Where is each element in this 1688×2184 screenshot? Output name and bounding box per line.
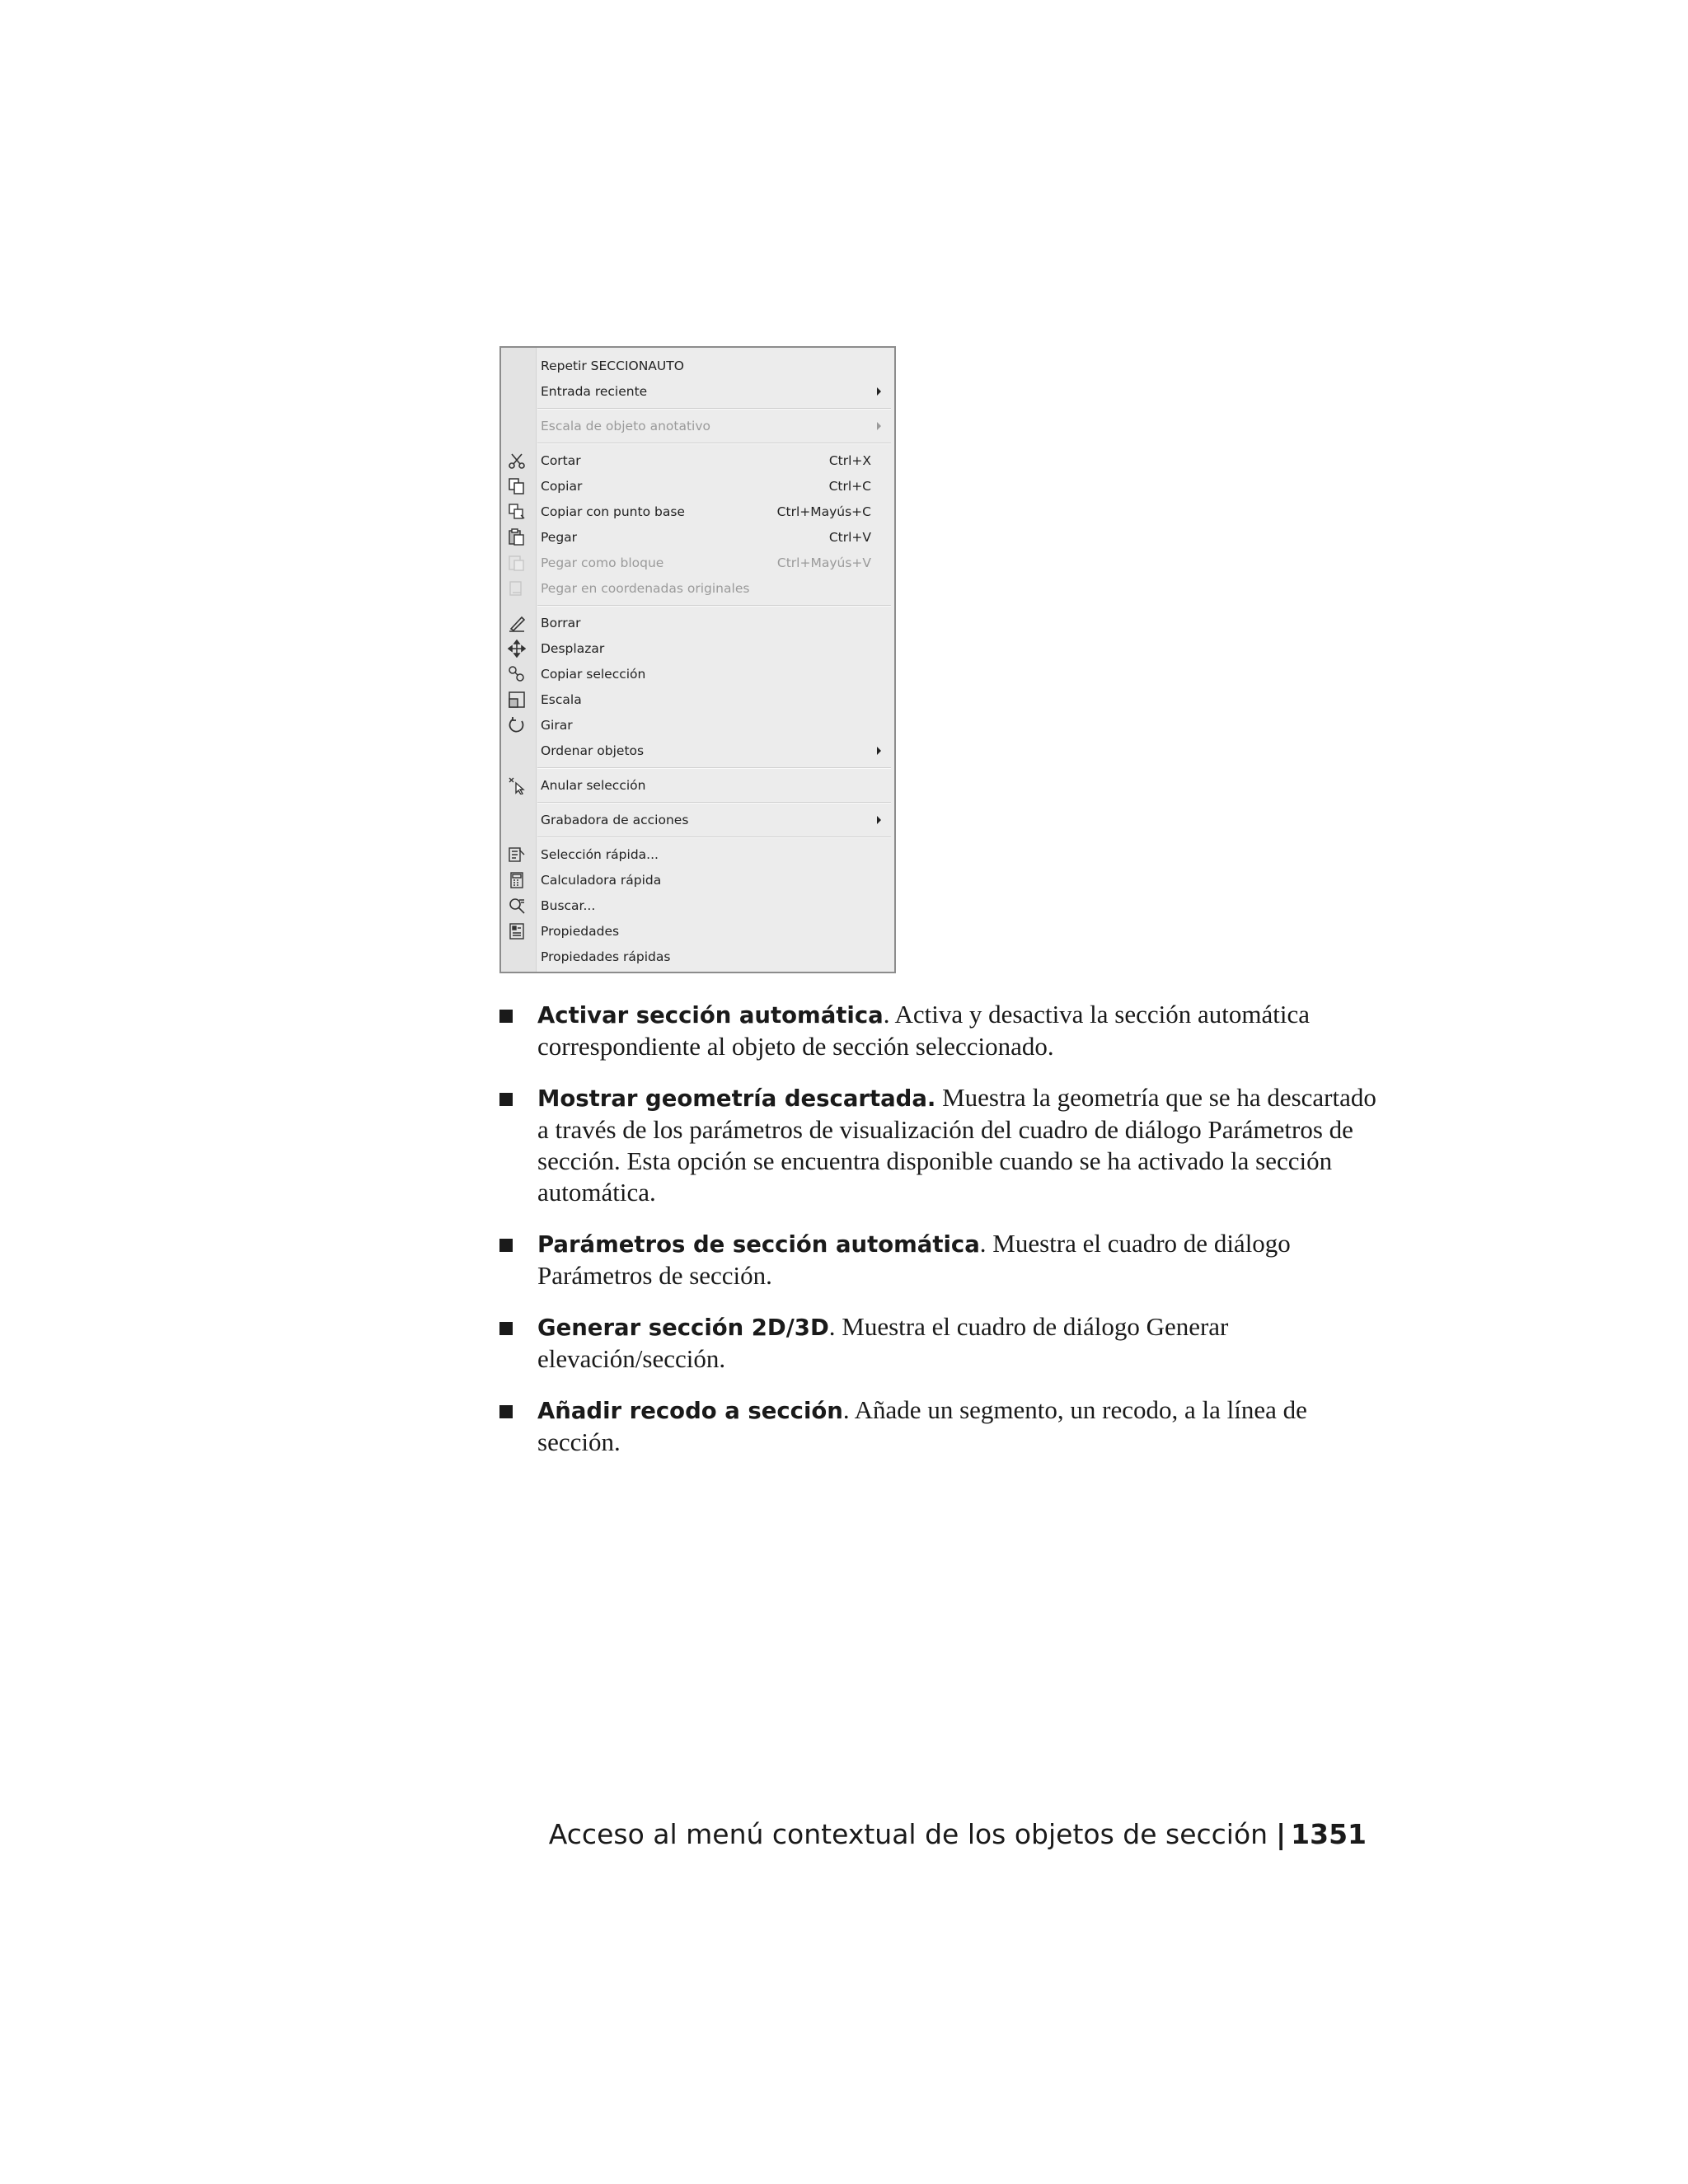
menu-item[interactable] bbox=[501, 807, 894, 832]
menu-item-label: Pegar como bloque bbox=[541, 555, 664, 570]
menu-item[interactable] bbox=[501, 524, 894, 550]
menu-item[interactable] bbox=[501, 610, 894, 635]
menu-item bbox=[501, 575, 894, 601]
menu-item bbox=[501, 550, 894, 575]
context-menu bbox=[499, 346, 896, 973]
bullet-square-icon bbox=[499, 1405, 513, 1418]
menu-item-label: Grabadora de acciones bbox=[541, 812, 689, 827]
menu-item-label: Copiar bbox=[541, 478, 583, 494]
find-icon bbox=[508, 897, 526, 915]
menu-item-shortcut: Ctrl+C bbox=[828, 478, 871, 494]
bullet-text: . Muestra el cuadro de diálogo Parámetros de sección. bbox=[537, 1229, 1291, 1290]
move-icon bbox=[508, 640, 526, 658]
menu-item-label: Desplazar bbox=[541, 640, 605, 656]
menu-item-label: Escala bbox=[541, 691, 582, 707]
bullet-text: Muestra la geometría que se ha descartado a través de los parámetros de visualización del cuadro de diálogo Parámetros de sección. Esta opción se encuentra disponible cuando se ha activado la sección automática. bbox=[537, 1083, 1376, 1207]
menu-separator bbox=[501, 832, 894, 841]
page-number: 1351 bbox=[1291, 1818, 1367, 1850]
menu-item[interactable] bbox=[501, 944, 894, 969]
menu-item[interactable] bbox=[501, 687, 894, 712]
copy-selection-icon bbox=[508, 665, 526, 683]
menu-item[interactable] bbox=[501, 661, 894, 687]
bullet-item bbox=[498, 1311, 1388, 1375]
paste-block-icon bbox=[508, 554, 526, 572]
menu-item[interactable] bbox=[501, 378, 894, 404]
menu-item[interactable] bbox=[501, 473, 894, 499]
menu-item[interactable] bbox=[501, 772, 894, 798]
bullet-item bbox=[498, 1082, 1388, 1208]
paste-original-coords-icon bbox=[508, 579, 526, 598]
deselect-icon bbox=[508, 776, 526, 794]
bullet-item bbox=[498, 999, 1388, 1062]
menu-item-label: Copiar selección bbox=[541, 666, 646, 682]
copy-icon bbox=[508, 477, 526, 495]
bullet-text: . Muestra el cuadro de diálogo Generar elevación/sección. bbox=[537, 1312, 1229, 1373]
bullet-term: Añadir recodo a sección bbox=[537, 1398, 843, 1424]
menu-item[interactable] bbox=[501, 635, 894, 661]
menu-item-label: Buscar... bbox=[541, 898, 596, 913]
menu-item bbox=[501, 413, 894, 438]
menu-item-label: Ordenar objetos bbox=[541, 743, 645, 758]
bullet-text: . Activa y desactiva la sección automática correspondiente al objeto de sección seleccionado. bbox=[537, 1000, 1310, 1061]
bullet-text: . Añade un segmento, un recodo, a la línea de sección. bbox=[537, 1395, 1307, 1456]
submenu-arrow-icon bbox=[877, 816, 881, 824]
bullet-item bbox=[498, 1394, 1388, 1458]
submenu-arrow-icon bbox=[877, 747, 881, 755]
bullet-list bbox=[498, 999, 1388, 1478]
menu-separator bbox=[501, 601, 894, 610]
menu-items bbox=[501, 353, 894, 969]
submenu-arrow-icon bbox=[877, 387, 881, 396]
menu-separator bbox=[501, 438, 894, 448]
menu-item[interactable] bbox=[501, 448, 894, 473]
menu-item[interactable] bbox=[501, 918, 894, 944]
menu-item-label: Selección rápida... bbox=[541, 846, 659, 862]
bullet-term: Parámetros de sección automática bbox=[537, 1231, 980, 1258]
bullet-square-icon bbox=[499, 1010, 513, 1023]
menu-item-label: Cortar bbox=[541, 452, 581, 468]
menu-item[interactable] bbox=[501, 353, 894, 378]
rotate-icon bbox=[508, 716, 526, 734]
footer-separator: | bbox=[1276, 1818, 1287, 1850]
menu-item[interactable] bbox=[501, 893, 894, 918]
menu-item-label: Borrar bbox=[541, 615, 581, 630]
quick-select-icon bbox=[508, 846, 526, 864]
properties-icon bbox=[508, 922, 526, 940]
menu-item-label: Propiedades bbox=[541, 923, 620, 939]
menu-item-label: Escala de objeto anotativo bbox=[541, 418, 710, 434]
menu-item-shortcut: Ctrl+Mayús+V bbox=[776, 555, 871, 570]
menu-item-shortcut: Ctrl+Mayús+C bbox=[776, 504, 871, 519]
menu-item[interactable] bbox=[501, 867, 894, 893]
menu-separator bbox=[501, 798, 894, 807]
menu-item-label: Pegar en coordenadas originales bbox=[541, 580, 750, 596]
paste-icon bbox=[508, 528, 526, 546]
bullet-item bbox=[498, 1228, 1388, 1291]
page-footer bbox=[549, 1818, 1367, 1850]
menu-item-label: Entrada reciente bbox=[541, 383, 648, 399]
footer-title: Acceso al menú contextual de los objetos de sección bbox=[548, 1818, 1268, 1850]
eraser-icon bbox=[508, 614, 526, 632]
bullet-square-icon bbox=[499, 1322, 513, 1335]
menu-item-shortcut: Ctrl+X bbox=[828, 452, 871, 468]
menu-item-shortcut: Ctrl+V bbox=[828, 529, 871, 545]
calculator-icon bbox=[508, 871, 526, 889]
menu-item[interactable] bbox=[501, 841, 894, 867]
menu-item-label: Anular selección bbox=[541, 777, 646, 793]
menu-separator bbox=[501, 404, 894, 413]
scale-icon bbox=[508, 691, 526, 709]
submenu-arrow-icon bbox=[877, 422, 881, 430]
bullet-square-icon bbox=[499, 1093, 513, 1106]
menu-item[interactable] bbox=[501, 499, 894, 524]
menu-item-label: Copiar con punto base bbox=[541, 504, 685, 519]
menu-item-label: Girar bbox=[541, 717, 573, 733]
menu-item-label: Calculadora rápida bbox=[541, 872, 662, 888]
bullet-square-icon bbox=[499, 1239, 513, 1252]
bullet-term: Activar sección automática bbox=[537, 1002, 884, 1029]
menu-item-label: Propiedades rápidas bbox=[541, 949, 671, 964]
bullet-term: Generar sección 2D/3D bbox=[537, 1315, 829, 1341]
menu-item-label: Repetir SECCIONAUTO bbox=[541, 358, 684, 373]
menu-item-label: Pegar bbox=[541, 529, 578, 545]
menu-separator bbox=[501, 763, 894, 772]
menu-item[interactable] bbox=[501, 712, 894, 738]
copy-base-point-icon bbox=[508, 503, 526, 521]
menu-item[interactable] bbox=[501, 738, 894, 763]
scissors-icon bbox=[508, 452, 526, 470]
bullet-term: Mostrar geometría descartada. bbox=[537, 1085, 936, 1112]
